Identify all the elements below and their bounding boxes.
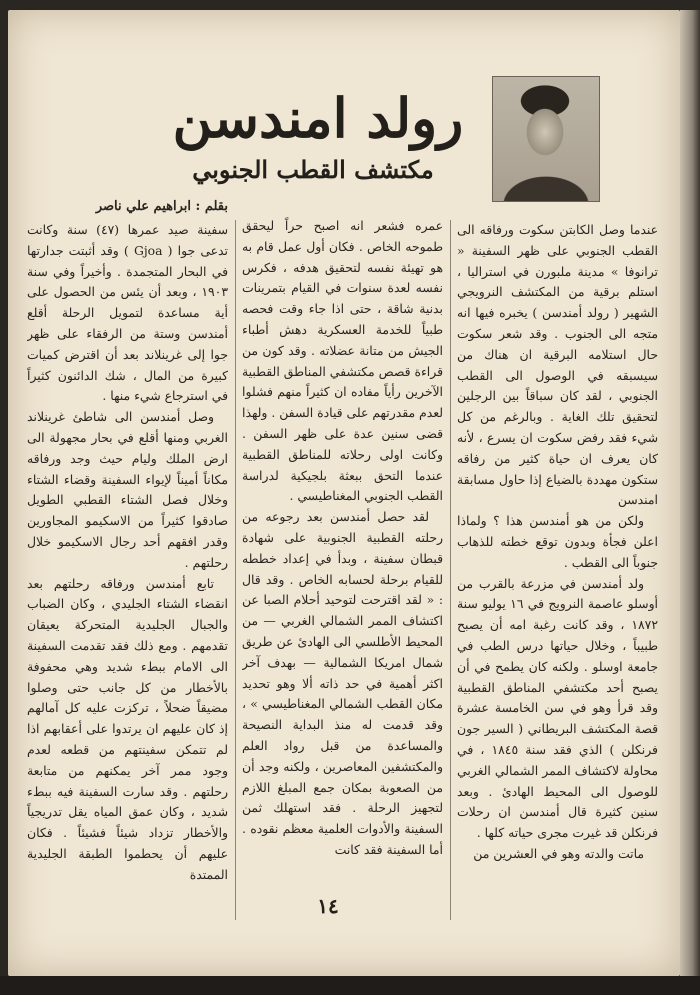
paragraph: ولكن من هو أمندسن هذا ؟ ولماذا اعلن فجأة وبدون توقع خطته للذهاب جنوباً الى القطب . bbox=[457, 513, 658, 570]
article-title: رولد امندسن bbox=[172, 86, 464, 150]
column-1 bbox=[457, 220, 658, 940]
column-3 bbox=[27, 196, 228, 916]
paragraph: تابع أمندسن ورفاقه رحلتهم بعد انقضاء الشتاء الجليدي ، وكان الضباب والجبال الجليدية المتحركة يعيقان تقدمهم . ومع ذلك فقد تقدمت السفينة الى الامام ببطء شديد وهي محفوفة بالأخطار من كل جانب حتى وصلوا مضيقاً ضحلاً ، تركزت عليه كل آمالهم إذ كان عليهم ان يرتدوا على أعقابهم اذا لم تتمكن سفينتهم من قطعه لعدم وجود ممر آخر يمكنهم من متابعة رحلتهم . وقد سارت السفينة فيه ببطء شديد ، وكان عمق المياه يقل تدريجياً والأخطار تزداد شيئاً فشيئاً . فكان عليهم أن يحطموا الطبقة الجليدية الممتدة bbox=[27, 575, 228, 882]
paragraph: عندما وصل الكابتن سكوت ورفاقه الى القطب الجنوبي على ظهر السفينة « ترانوفا » مدينة ملبورن في استراليا ، استلم برقية من المكتشف النرويجي الشهير ( رولد أمندسن ) يخبره فيها انه متجه الى الجنوب . وقد شعر سكوت حال استلامه البرقية ان هناك من سيسبقه في الوصول الى القطب الجنوبي ، لقد كان سباقاً بين الرجلين لتحقيق تلك الغاية . وبالرغم من كل شيء فقد رفض سكوت ان يسرع ، لأنه كان يعرف ان حياة كثير من رفاقه ستكون مهددة بالضياع إذا حاول مسابقة امندسن bbox=[457, 222, 658, 508]
column-divider bbox=[450, 220, 451, 920]
scan-border bbox=[0, 976, 700, 995]
paragraph: ولد أمندسن في مزرعة بالقرب من أوسلو عاصمة النرويج في ١٦ يوليو سنة ١٨٧٢ ، وقد كانت رغبة امه أن يصبح طبيباً ، وخلال حياتها درس الطب في جامعة اوسلو . ولكنه كان يطمح في أن يصبح أحد مكتشفي المناطق القطبية وقد قرأ وهو في سن الخامسة عشرة قصة المكتشف البريطاني ( السير جون فرنكلن ) الذي فقد سنة ١٨٤٥ ، في محاولة لاكتشاف الممر الشمالي الغربي للوصول الى المحيط الهادئ . وبعد سنين كثيرة قال أمندسن ان رحلات فرنكلن قد غيرت مجرى حياته كلها . bbox=[457, 575, 658, 841]
column-2 bbox=[242, 216, 443, 936]
paragraph: عمره فشعر انه اصبح حراً ليحقق طموحه الخاص . فكان أول عمل قام به هو تهيئة نفسه لتحقيق هدفه ، فكرس نفسه لعدة سنوات في القيام بتمرينات بدنية شاقة ، حتى اذا جاء وقت فحصه طبياً للخدمة العسكرية دهش أطباء الجيش من متانة عضلاته . وقد كون من قراءة قصص مكتشفي المناطق القطبية الآخرين رأياً مفاده ان كثيراً منهم فشلوا لعدم مقدرتهم على قيادة السفن . ولهذا قضى سنين عدة على ظهر السفن . وكانت اولى رحلاته للمناطق القطبية عندما التحق ببعثة بلجيكية لدراسة القطب الجنوبي المغناطيسي . bbox=[242, 218, 443, 504]
article-subtitle: مكتشف القطب الجنوبي bbox=[192, 155, 434, 184]
paragraph: لقد حصل أمندسن بعد رجوعه من رحلته القطبية الجنوبية على شهادة قبطان سفينة ، وبدأ في إعداد خططه للقيام برحلة لحسابه الخاص . وقد قال : « لقد اقترحت لتوحيد أحلام الصبا عن اكتشاف الممر الشمالي الغربي — من المحيط الأطلسي الى الهادئ عن طريق شمال امريكا الشمالية — بهدف آخر اكثر أهمية في حد ذاته ألا وهو تحديد مكان القطب الشمالي المغناطيسي » ، وقد قدمت له منذ البداية النصيحة والمساعدة من قبل رواد العلم والمكتشفين المعاصرين ، ولكنه وجد أن من الصعوبة بمكان جمع المبلغ اللازم لتجهيز الرحلة . فقد استهلك ثمن السفينة والأدوات العلمية معظم نقوده . أما السفينة فقد كانت bbox=[242, 509, 443, 857]
paragraph: ماتت والدته وهو في العشرين من bbox=[473, 845, 644, 861]
paragraph: وصل أمندسن الى شاطئ غرينلاند الغربي ومنها أقلع في بحار مجهولة الى ارض الملك وليام حيث وجد ورفاقه مكاناً أميناً لإيواء السفينة وقضاء الشتاء وخلال فصل الشتاء القطبي الطويل صادقوا كثيراً من الاسكيمو المجاورين وقدر افقهم أحد رجال الاسكيمو خلال رحلتهم . bbox=[27, 409, 228, 570]
page-number: ١٤ bbox=[317, 894, 339, 918]
column-divider bbox=[235, 220, 236, 920]
byline: بقلم : ابراهيم علي ناصر bbox=[95, 199, 228, 214]
paragraph: سفينة صيد عمرها (٤٧) سنة وكانت تدعى جوا ( Gjoa ) وقد أثبتت جدارتها في البحار المتجمدة . وأخيراً وفي سنة ١٩٠٣ ، وبعد أن يئس من الحصول على أية مساعدة لتمويل الرحلة أقلع أمندسن وستة من الرفقاء على ظهر جوا إلى غرينلاند بعد أن اقترض كميات كبيرة من المال ، شك الدائنون كثيراً في استرجاع شيء منها . bbox=[27, 222, 228, 404]
article-columns bbox=[18, 196, 658, 906]
magazine-page bbox=[8, 10, 680, 976]
page-edge bbox=[680, 10, 700, 976]
portrait-photo bbox=[492, 76, 600, 202]
